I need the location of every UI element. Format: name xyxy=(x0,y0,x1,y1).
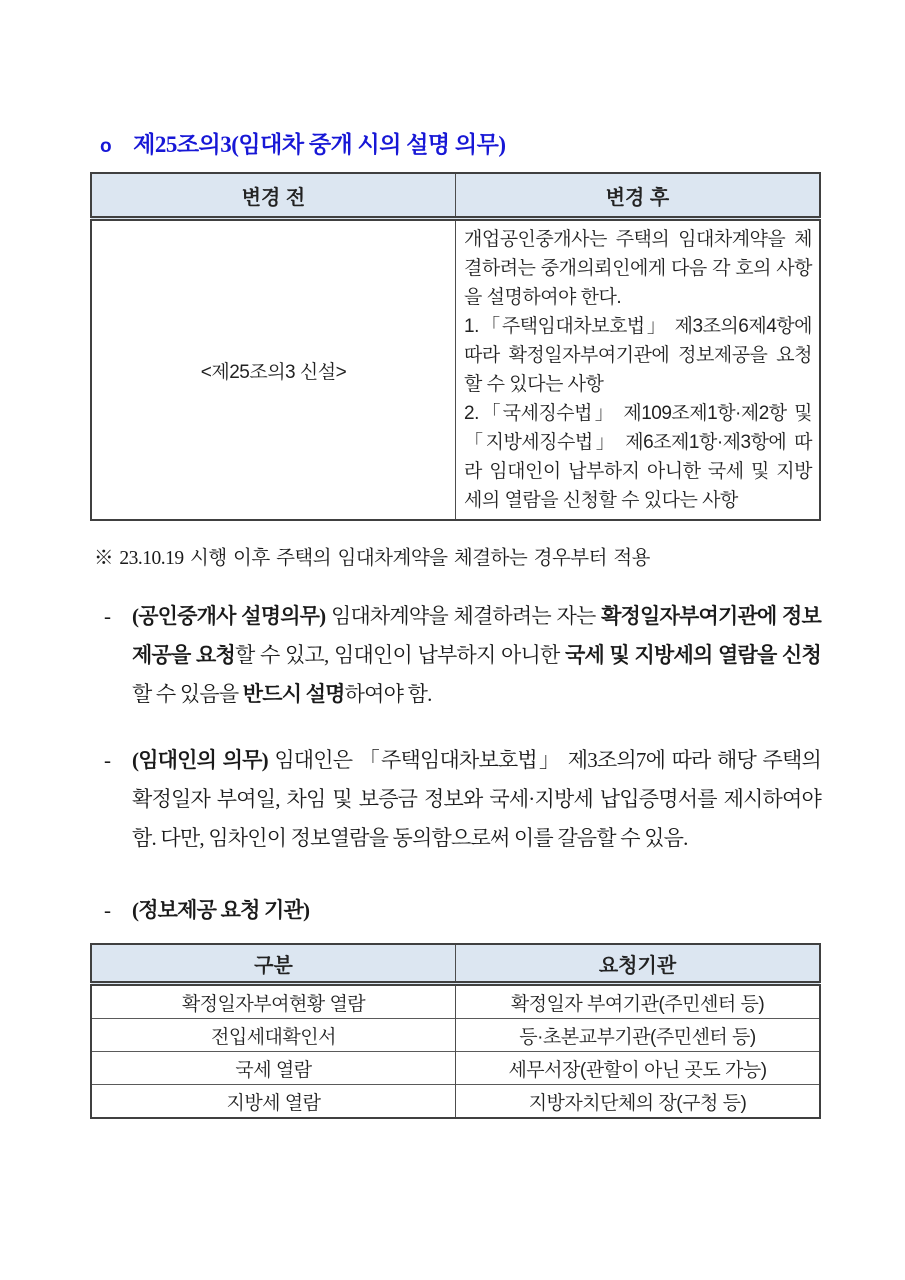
text-segment: (공인중개사 설명의무) xyxy=(132,604,326,628)
bullet-dash: - xyxy=(104,898,111,922)
change-comparison-table xyxy=(90,172,821,521)
before-cell: <제25조의3 신설> xyxy=(200,361,347,383)
change-table-body xyxy=(91,219,820,521)
table-row xyxy=(91,984,820,1019)
text-segment: 국세 및 지방세의 열람을 신청 xyxy=(564,643,821,667)
text-segment: 할 수 있고, 임대인이 납부하지 아니한 xyxy=(234,643,565,667)
change-table-head xyxy=(91,173,820,219)
text-segment: (정보제공 요청 기관) xyxy=(132,898,310,922)
table-header-row xyxy=(91,944,820,984)
table-cell: 지방세 열람 xyxy=(91,1085,456,1119)
table-cell: 국세 열람 xyxy=(91,1052,456,1085)
text-segment: 임대차계약을 체결하려는 자는 xyxy=(325,604,602,628)
table-cell: 세무서장(관할이 아닌 곳도 가능) xyxy=(456,1052,821,1085)
heading-text: 제25조의3(임대차 중개 시의 설명 의무) xyxy=(133,132,506,157)
table-header-row xyxy=(91,173,820,219)
agency-table-head xyxy=(91,944,820,984)
application-note: ※ 23.10.19 시행 이후 주택의 임대차계약을 체결하는 경우부터 적용 xyxy=(94,548,651,569)
table-cell: 지방자치단체의 장(구청 등) xyxy=(456,1085,821,1119)
paragraph: 개업공인중개사는 주택의 임대차계약을 체결하려는 중개의뢰인에게 다음 각 호의 사항을 설명하여야 한다. xyxy=(464,229,812,308)
agency-table xyxy=(90,943,821,1119)
table-row xyxy=(91,1019,820,1052)
text-segment: (임대인의 의무) xyxy=(132,748,268,772)
bullet-info-agencies xyxy=(104,891,821,930)
table-cell: 확정일자부여현황 열람 xyxy=(181,993,366,1015)
text-segment: 반드시 설명 xyxy=(242,682,345,706)
bullet-info-agencies-text xyxy=(132,891,821,930)
bullet-landlord-duty-text xyxy=(132,741,821,858)
bullet-landlord-duty xyxy=(104,741,821,858)
table-cell: 확정일자 부여기관(주민센터 등) xyxy=(456,984,821,1019)
bullet-dash: - xyxy=(104,748,111,772)
text-segment: 하여야 함. xyxy=(344,682,432,706)
agency-table-body xyxy=(91,984,820,1119)
section-heading xyxy=(100,126,821,159)
table-cell: 등·초본교부기관(주민센터 등) xyxy=(456,1019,821,1052)
text-segment: 임대인은 「주택임대차보호법」 제3조의7에 따라 해당 주택의 확정일자 부여일, 차임 및 보증금 정보와 국세·지방세 납입증명서를 제시하여야 함. 다만, 임차인이 정보열람을 동의함으로써 이를 갈음할 수 있음. xyxy=(132,748,821,850)
table-cell: 전입세대확인서 xyxy=(91,1019,456,1052)
column-header-category: 구분 xyxy=(91,944,456,984)
after-cell xyxy=(456,219,821,521)
paragraph: 1.「주택임대차보호법」 제3조의6제4항에 따라 확정일자부여기관에 정보제공을 요청할 수 있다는 사항 xyxy=(464,316,812,395)
bullet-broker-duty xyxy=(104,597,821,714)
bullet-dash: - xyxy=(104,604,111,628)
text-segment: 확정일자부여기관에 정보제공을 요청 xyxy=(132,604,822,667)
table-row xyxy=(91,1052,820,1085)
paragraph: 2.「국세징수법」 제109조제1항·제2항 및 「지방세징수법」 제6조제1항·제3항에 따라 임대인이 납부하지 아니한 국세 및 지방세의 열람을 신청할 수 있다는 사항 xyxy=(464,403,812,511)
column-header-agency: 요청기관 xyxy=(456,944,821,984)
table-row xyxy=(91,219,820,521)
bullet-broker-duty-text xyxy=(132,597,821,714)
table-row xyxy=(91,1085,820,1119)
text-segment: 할 수 있음을 xyxy=(132,682,243,706)
column-header-after: 변경 후 xyxy=(456,173,821,219)
heading-bullet: o xyxy=(100,136,112,157)
column-header-before: 변경 전 xyxy=(91,173,456,219)
